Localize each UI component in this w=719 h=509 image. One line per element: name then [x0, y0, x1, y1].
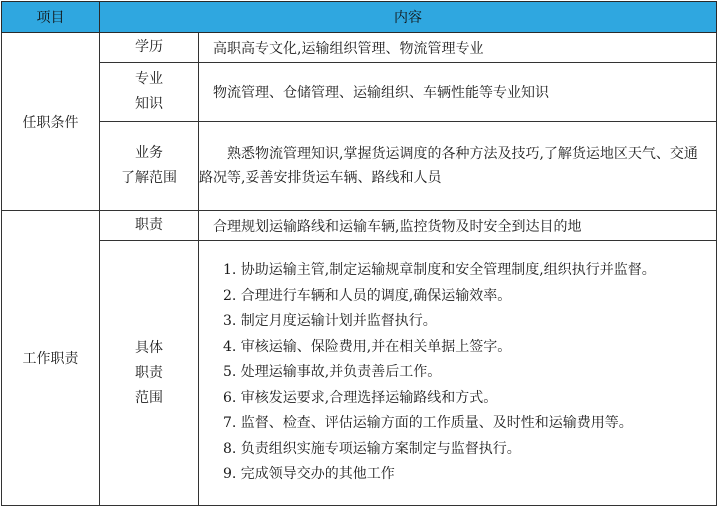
row-content-education: 高职高专文化,运输组织管理、物流管理专业: [199, 33, 717, 63]
label-line: 了解范围: [121, 170, 177, 186]
list-item: 7. 监督、检查、评估运输方面的工作质量、及时性和运输费用等。: [223, 415, 633, 432]
header-content: 内容: [100, 2, 717, 33]
table-header-row: [2, 2, 717, 33]
label-line: 具体: [135, 339, 163, 356]
row-label-education: 学历: [100, 33, 199, 63]
row-content-business-scope: 熟悉物流管理知识,掌握货运调度的各种方法及技巧,了解货运地区天气、交通路况等,妥善安排货运车辆、路线和人员: [199, 122, 717, 211]
category-responsibilities: 工作职责: [2, 211, 100, 506]
label-line: 业务: [135, 145, 163, 161]
row-label-duty: 职责: [100, 211, 199, 241]
row-label-specific-duties: [100, 241, 199, 506]
list-item: 5. 处理运输事故,并负责善后工作。: [223, 364, 442, 381]
list-item: 1. 协助运输主管,制定运输规章制度和安全管理制度,组织执行并监督。: [223, 262, 656, 279]
list-item: 6. 审核发运要求,合理选择运输路线和方式。: [223, 389, 498, 406]
label-line: 知识: [135, 96, 163, 112]
label-line: 职责: [135, 364, 163, 381]
table-row: [2, 211, 717, 241]
list-item: 9. 完成领导交办的其他工作: [223, 466, 395, 483]
header-item: 项目: [2, 2, 100, 33]
row-label-knowledge: [100, 63, 199, 122]
list-item: 8. 负责组织实施专项运输方案制定与监督执行。: [223, 440, 521, 457]
label-line: 范围: [135, 389, 163, 406]
row-content-duty: 合理规划运输路线和运输车辆,监控货物及时安全到达目的地: [199, 211, 717, 241]
table-row: [2, 241, 717, 506]
list-item: 2. 合理进行车辆和人员的调度,确保运输效率。: [223, 287, 512, 304]
duty-list: [199, 241, 717, 506]
table-row: [2, 122, 717, 211]
row-label-business-scope: [100, 122, 199, 211]
list-item: 4. 审核运输、保险费用,并在相关单据上签字。: [223, 338, 512, 355]
list-item: 3. 制定月度运输计划并监督执行。: [223, 313, 437, 330]
category-qualifications: 任职条件: [2, 33, 100, 211]
row-content-knowledge: 物流管理、仓储管理、运输组织、车辆性能等专业知识: [199, 63, 717, 122]
label-line: 专业: [135, 71, 163, 87]
table-row: [2, 33, 717, 63]
job-description-table: [1, 1, 717, 506]
table-row: [2, 63, 717, 122]
